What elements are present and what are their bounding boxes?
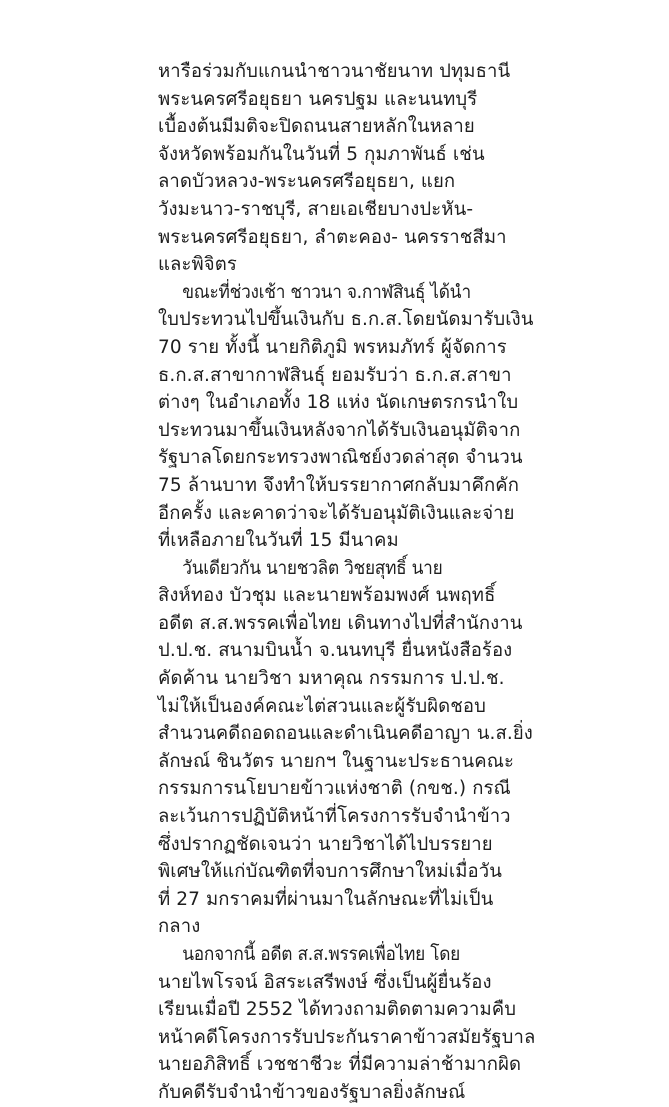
text-line: พิเศษให้แก่บัณฑิตที่จบการศึกษาใหม่เมื่อวัน [158, 861, 503, 883]
text-line: กลาง [158, 916, 201, 938]
text-line: ที่ 27 มกราคมที่ผ่านมาในลักษณะที่ไม่เป็น [158, 888, 494, 910]
text-line: อีกครั้ง และคาดว่าจะได้รับอนุมัติเงินและจ่าย [158, 502, 515, 524]
text-line: อดีต ส.ส.พรรคเพื่อไทย เดินทางไปที่สำนักงาน [158, 612, 523, 634]
text-line: พระนครศรีอยุธยา นครปฐม และนนทบุรี [158, 88, 478, 110]
text-line: ประทวนมาขึ้นเงินหลังจากได้รับเงินอนุมัติจาก [158, 419, 521, 441]
text-line: นายไพโรจน์ อิสระเสรีพงษ์ ซึ่งเป็นผู้ยื่นร้อง [158, 971, 492, 993]
text-line: รัฐบาลโดยกระทรวงพาณิชย์งวดล่าสุด จำนวน [158, 447, 523, 469]
text-line: และพิจิตร [158, 254, 237, 276]
text-line: 75 ล้านบาท จึงทำให้บรรยากาศกลับมาคึกคัก [158, 474, 520, 496]
text-line: หารือร่วมกับแกนนำชาวนาชัยนาท ปทุมธานี [158, 61, 511, 82]
text-line: กรรมการนโยบายข้าวแห่งชาติ (กขช.) กรณี [158, 778, 511, 800]
paragraph-first-line: วันเดียวกัน นายชวลิต วิชยสุทธิ์ นาย [182, 557, 443, 579]
paragraph-first-line: นอกจากนี้ อดีต ส.ส.พรรคเพื่อไทย โดย [182, 944, 460, 965]
text-line: คัดค้าน นายวิชา มหาคุณ กรรมการ ป.ป.ช. [158, 668, 505, 690]
text-line: ไม่ให้เป็นองค์คณะไต่สวนและผู้รับผิดชอบ [158, 695, 486, 717]
text-line: ธ.ก.ส.สาขากาฬสินธุ์ ยอมรับว่า ธ.ก.ส.สาขา [158, 364, 512, 386]
text-line: ซึ่งปรากฏชัดเจนว่า นายวิชาได้ไปบรรยาย [158, 833, 493, 855]
text-line: ป.ป.ช. สนามบินน้ำ จ.นนทบุรี ยื่นหนังสือร้อง [158, 640, 513, 662]
text-line: พระนครศรีอยุธยา, ลำตะคอง- นครราชสีมา [158, 226, 507, 248]
text-line: จังหวัดพร้อมกันในวันที่ 5 กุมภาพันธ์ เช่น [158, 143, 485, 165]
text-line: ละเว้นการปฏิบัติหน้าที่โครงการรับจำนำข้าว [158, 806, 511, 828]
text-line: เบื้องต้นมีมติจะปิดถนนสายหลักในหลาย [158, 116, 475, 138]
paragraph-first-line: ขณะที่ช่วงเช้า ชาวนา จ.กาฬสินธุ์ ได้นำ [182, 281, 471, 303]
text-line: หน้าคดีโครงการรับประกันราคาข้าวสมัยรัฐบาล [158, 1026, 536, 1048]
text-line: ใบประทวนไปขึ้นเงินกับ ธ.ก.ส.โดยนัดมารับเงิน [158, 309, 534, 331]
text-line: สิงห์ทอง บัวชุม และนายพร้อมพงศ์ นพฤทธิ์ [158, 585, 496, 607]
text-line: วังมะนาว-ราชบุรี, สายเอเชียบางปะหัน- [158, 198, 474, 220]
text-line: ที่เหลือภายในวันที่ 15 มีนาคม [158, 530, 399, 552]
text-line: สำนวนคดีถอดถอนและดำเนินคดีอาญา น.ส.ยิ่ง [158, 723, 533, 745]
text-line: ต่างๆ ในอำเภอทั้ง 18 แห่ง นัดเกษตรกรนำใบ [158, 392, 519, 414]
text-line: ลาดบัวหลวง-พระนครศรีอยุธยา, แยก [158, 171, 456, 193]
text-line: กับคดีรับจำนำข้าวของรัฐบาลยิ่งลักษณ์ [158, 1081, 466, 1103]
text-line: 70 ราย ทั้งนี้ นายกิติภูมิ พรหมภัทร์ ผู้จัดการ [158, 336, 507, 358]
text-line: เรียนเมื่อปี 2552 ได้ทวงถามติดตามความคืบ [158, 999, 517, 1021]
text-line: ลักษณ์ ชินวัตร นายกฯ ในฐานะประธานคณะ [158, 750, 515, 772]
text-line: นายอภิสิทธิ์ เวชชาชีวะ ที่มีความล่าช้ามากผิด [158, 1054, 522, 1076]
article-column [158, 58, 550, 1107]
